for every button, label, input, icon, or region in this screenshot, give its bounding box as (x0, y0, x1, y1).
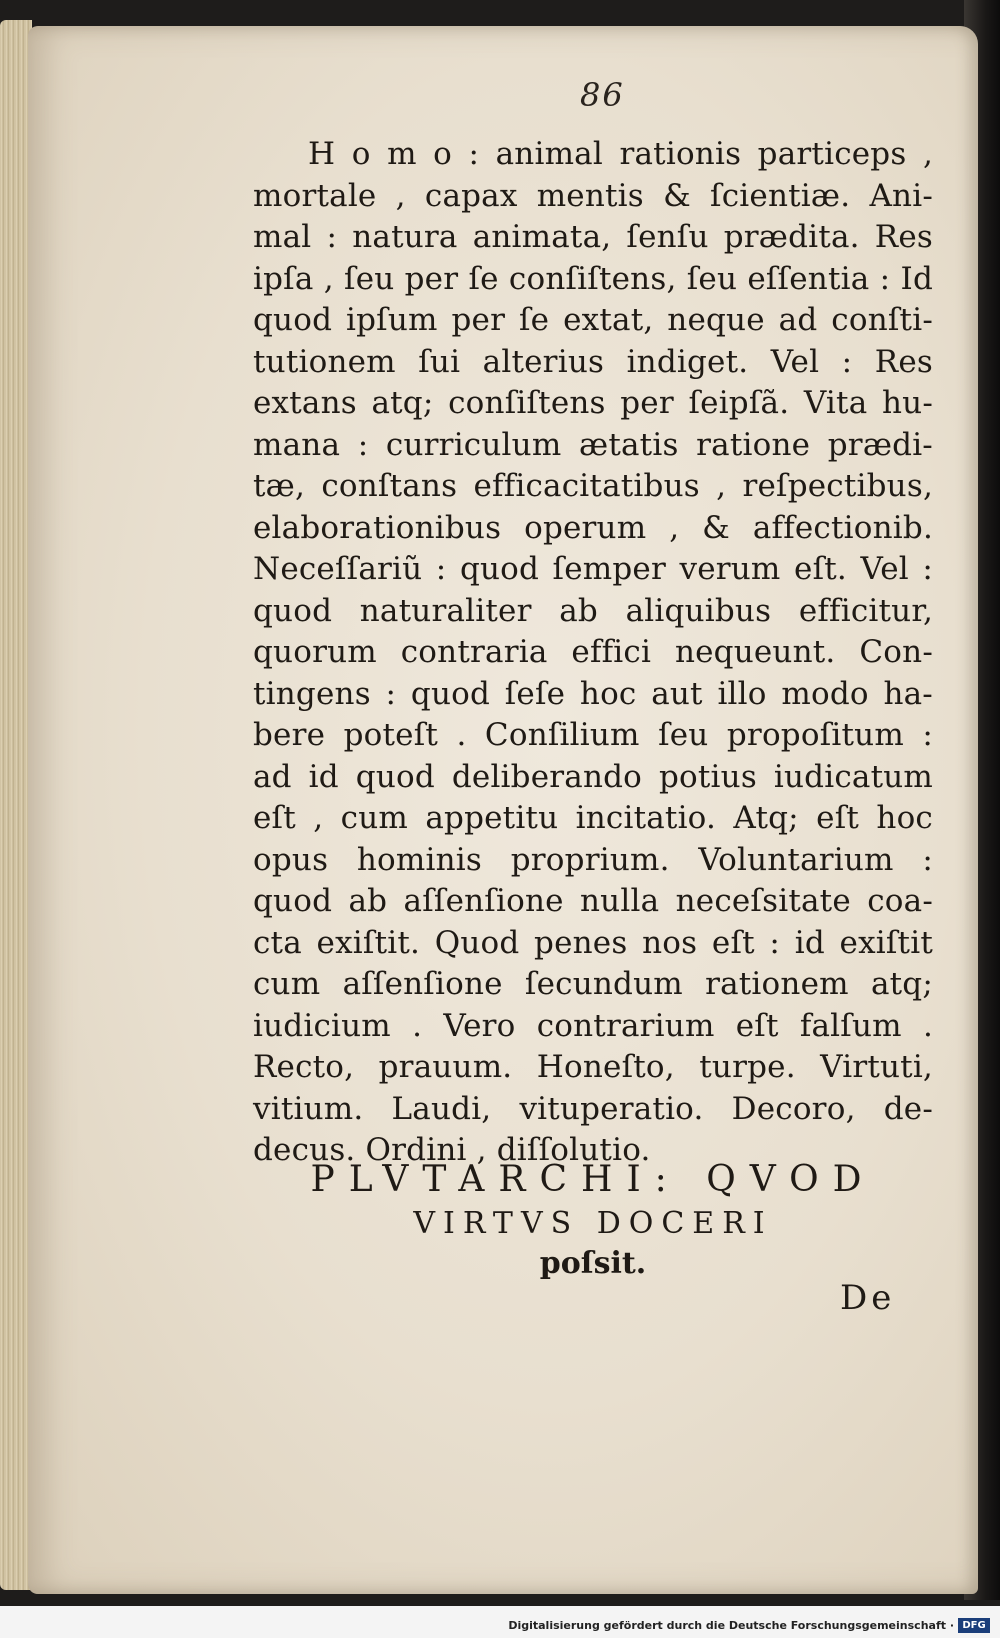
text-line: tutionem ſui alterius indiget. Vel : Res (253, 343, 933, 380)
heading-line-2: VIRTVS DOCERI (413, 1206, 773, 1241)
text-line: Neceſſariũ : quod ſemper verum eſt. Vel : (253, 551, 933, 587)
text-line: quorum contraria effici nequeunt. Con- (253, 634, 933, 670)
dfg-logo: DFG (958, 1618, 990, 1633)
text-line: quod naturaliter ab aliquibus efficitur, (253, 592, 933, 629)
text-line: opus hominis proprium. Voluntarium : (253, 841, 933, 878)
text-line: eſt , cum appetitu incitatio. Atq; eſt hoc (253, 800, 933, 836)
text-line: quod ab aſſenſione nulla neceſsitate coa- (253, 883, 933, 919)
text-line: cum aſſenſione ſecundum rationem atq; (253, 966, 933, 1002)
text-line: tingens : quod ſeſe hoc aut illo modo ha- (253, 675, 933, 712)
text-line: ad id quod deliberando potius iudicatum (253, 758, 933, 795)
text-line: mal : natura animata, ſenſu prædita. Res (253, 219, 933, 255)
text-line: bere poteſt . Conſilium ſeu propoſitum : (253, 717, 933, 753)
footer-bar (0, 1606, 1000, 1638)
text-line: elaborationibus operum , & affectionib. (253, 509, 933, 546)
page-number: 86 (580, 76, 625, 114)
text-line: iudicium . Vero contrarium eſt falſum . (253, 1007, 933, 1044)
body-text (253, 134, 933, 1172)
text-line: vitium. Laudi, vituperatio. Decoro, de- (253, 1090, 933, 1127)
heading-line-3: poſsit. (539, 1246, 647, 1281)
section-heading (253, 1156, 933, 1284)
text-line: ipſa , ſeu per ſe conſiſtens, ſeu eſſentia : Id (253, 260, 933, 297)
text-line: cta exiſtit. Quod penes nos eſt : id exiſtit (253, 924, 933, 961)
text-line: Recto, prauum. Honeſto, turpe. Virtuti, (253, 1049, 933, 1085)
funding-notice: Digitalisierung gefördert durch die Deutsche Forschungsgemeinschaft · (508, 1619, 954, 1632)
text-line: mortale , capax mentis & ſcientiæ. Ani- (253, 177, 933, 214)
text-line: decus. Ordini , diſſolutio. (253, 1132, 651, 1168)
text-line: quod ipſum per ſe extat, neque ad conſti- (253, 302, 933, 338)
text-line: tæ, conſtans efficacitatibus , reſpectibus, (253, 468, 933, 504)
book-page (28, 26, 978, 1594)
text-line: H o m o : animal rationis particeps , (308, 136, 933, 172)
catchword: De (840, 1278, 896, 1318)
heading-line-1: PLVTARCHI: QVOD (310, 1159, 876, 1200)
text-line: mana : curriculum ætatis ratione prædi- (253, 426, 933, 463)
text-line: extans atq; conſiſtens per ſeipſã. Vita hu- (253, 385, 933, 421)
